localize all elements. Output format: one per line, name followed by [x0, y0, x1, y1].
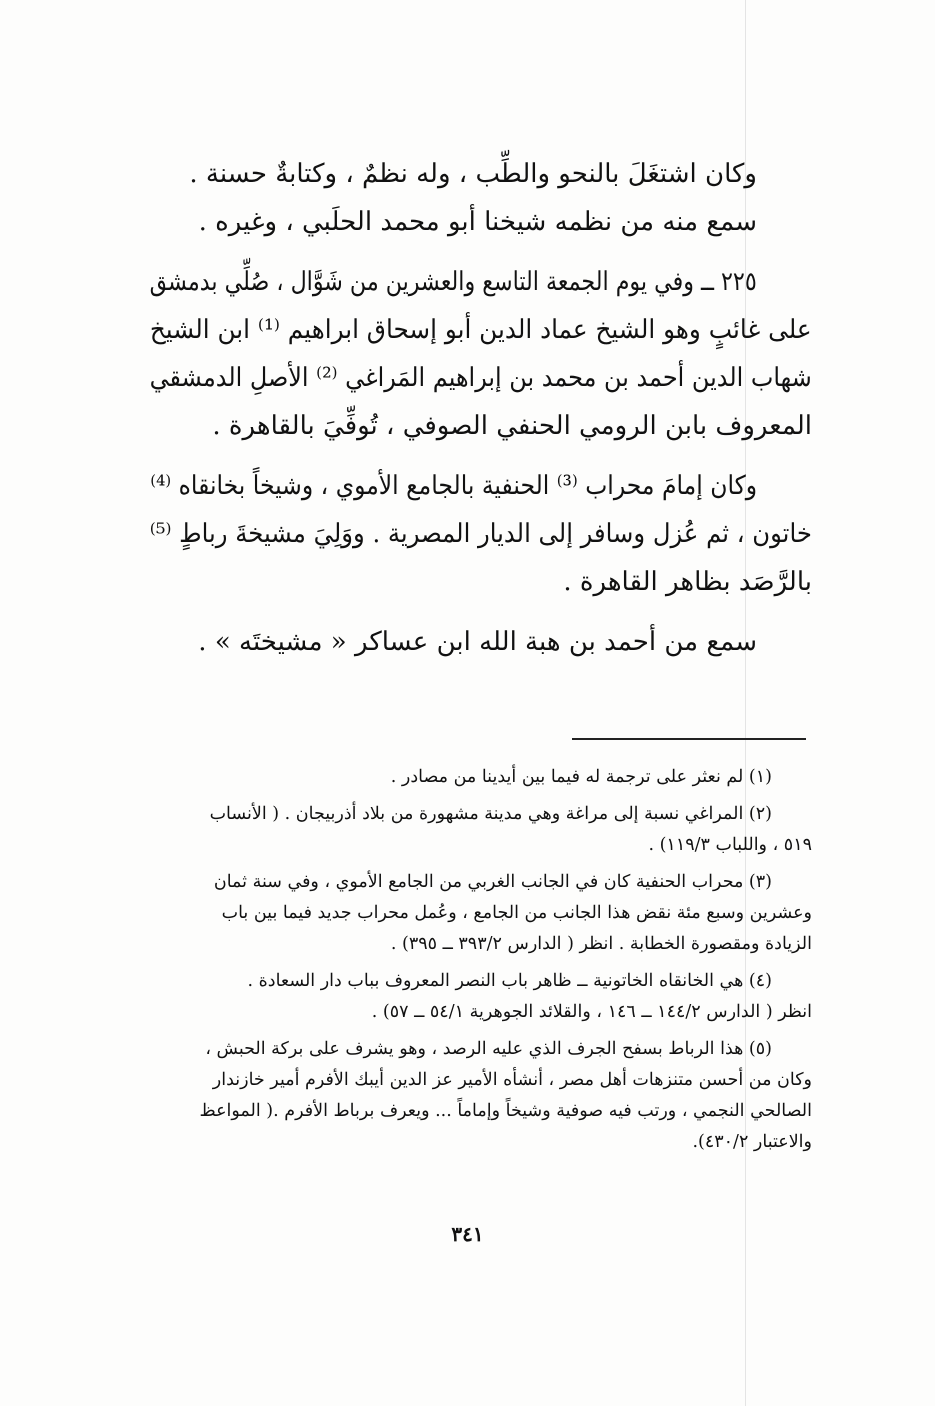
footnote-3: (٣) محراب الحنفية كان في الجانب الغربي من الجامع الأموي ، وفي سنة ثمان — [213, 872, 772, 892]
footnote-3-cont: وعشرين وسبع مئة نقض هذا الجانب من الجامع ، وعُمل محراب جديد فيما بين باب — [221, 903, 812, 923]
footnote-5-cont: وكان من أحسن متنزهات أهل مصر ، أنشأه الأمير عز الدين أيبك الأفرم أمير خازندار — [212, 1070, 812, 1090]
footnote-5-cont: والاعتبار ٤٣٠/٢). — [692, 1132, 812, 1152]
footnote-4-cont: انظر ( الدارس ١٤٤/٢ ــ ١٤٦ ، والقلائد الجوهرية ٥٤/١ ــ ٥٧) . — [371, 1002, 812, 1022]
footnote-5: (٥) هذا الرباط بسفح الجرف الذي عليه الرصد ، وهو يشرف على بركة الحبش ، — [205, 1039, 772, 1059]
page-number: ٣٤١ — [451, 1222, 484, 1246]
body-line: شهاب الدين أحمد بن محمد بن إبراهيم المَراغي ⁽²⁾ الأصلِ الدمشقي — [149, 363, 812, 393]
footnote-divider — [572, 738, 806, 740]
footnote-1: (١) لم نعثر على ترجمة له فيما بين أيدينا من مصادر . — [390, 767, 772, 787]
footnote-3-cont: الزيادة ومقصورة الخطابة . انظر ( الدارس ٣٩٣/٢ ــ ٣٩٥) . — [390, 934, 812, 954]
body-line: خاتون ، ثم عُزل وسافر إلى الديار المصرية . ووَلِيَ مشيخةَ رباطٍ ⁽⁵⁾ — [149, 519, 812, 549]
body-line: على غائبٍ وهو الشيخ عماد الدين أبو إسحاق ابراهيم ⁽¹⁾ ابن الشيخ — [150, 315, 812, 345]
body-line: وكان اشتغَلَ بالنحو والطِّب ، وله نظمٌ ، وكتابةٌ حسنة . — [189, 159, 757, 189]
footnote-2-cont: ٥١٩ ، واللباب ١١٩/٣) . — [648, 835, 812, 855]
footnote-5-cont: الصالحي النجمي ، ورتب فيه صوفية وشيخاً وإماماً ... ويعرف برباط الأفرم .( المواعظ — [199, 1101, 812, 1121]
body-line: المعروف بابن الرومي الحنفي الصوفي ، تُوفِّيَ بالقاهرة . — [212, 411, 812, 441]
entry-heading-line: ٢٢٥ ــ وفي يوم الجمعة التاسع والعشرين من شَوَّال ، صُلِّي بدمشق — [149, 267, 757, 297]
body-line: وكان إمامَ محراب ⁽³⁾ الحنفية بالجامع الأموي ، وشيخاً بخانقاه ⁽⁴⁾ — [150, 471, 757, 501]
body-line: سمع منه من نظمه شيخنا أبو محمد الحلَبي ، وغيره . — [198, 207, 757, 237]
footnote-2: (٢) المراغي نسبة إلى مراغة وهي مدينة مشهورة من بلاد أذربيجان . ( الأنساب — [209, 804, 772, 824]
footnotes — [150, 762, 812, 1158]
main-text — [150, 150, 812, 666]
footnote-4: (٤) هي الخانقاه الخاتونية ــ ظاهر باب النصر المعروف بباب دار السعادة . — [247, 971, 772, 991]
body-line: بالرَّصَد بظاهر القاهرة . — [563, 567, 812, 597]
body-line: سمع من أحمد بن هبة الله ابن عساكر « مشيختَه » . — [198, 627, 757, 657]
